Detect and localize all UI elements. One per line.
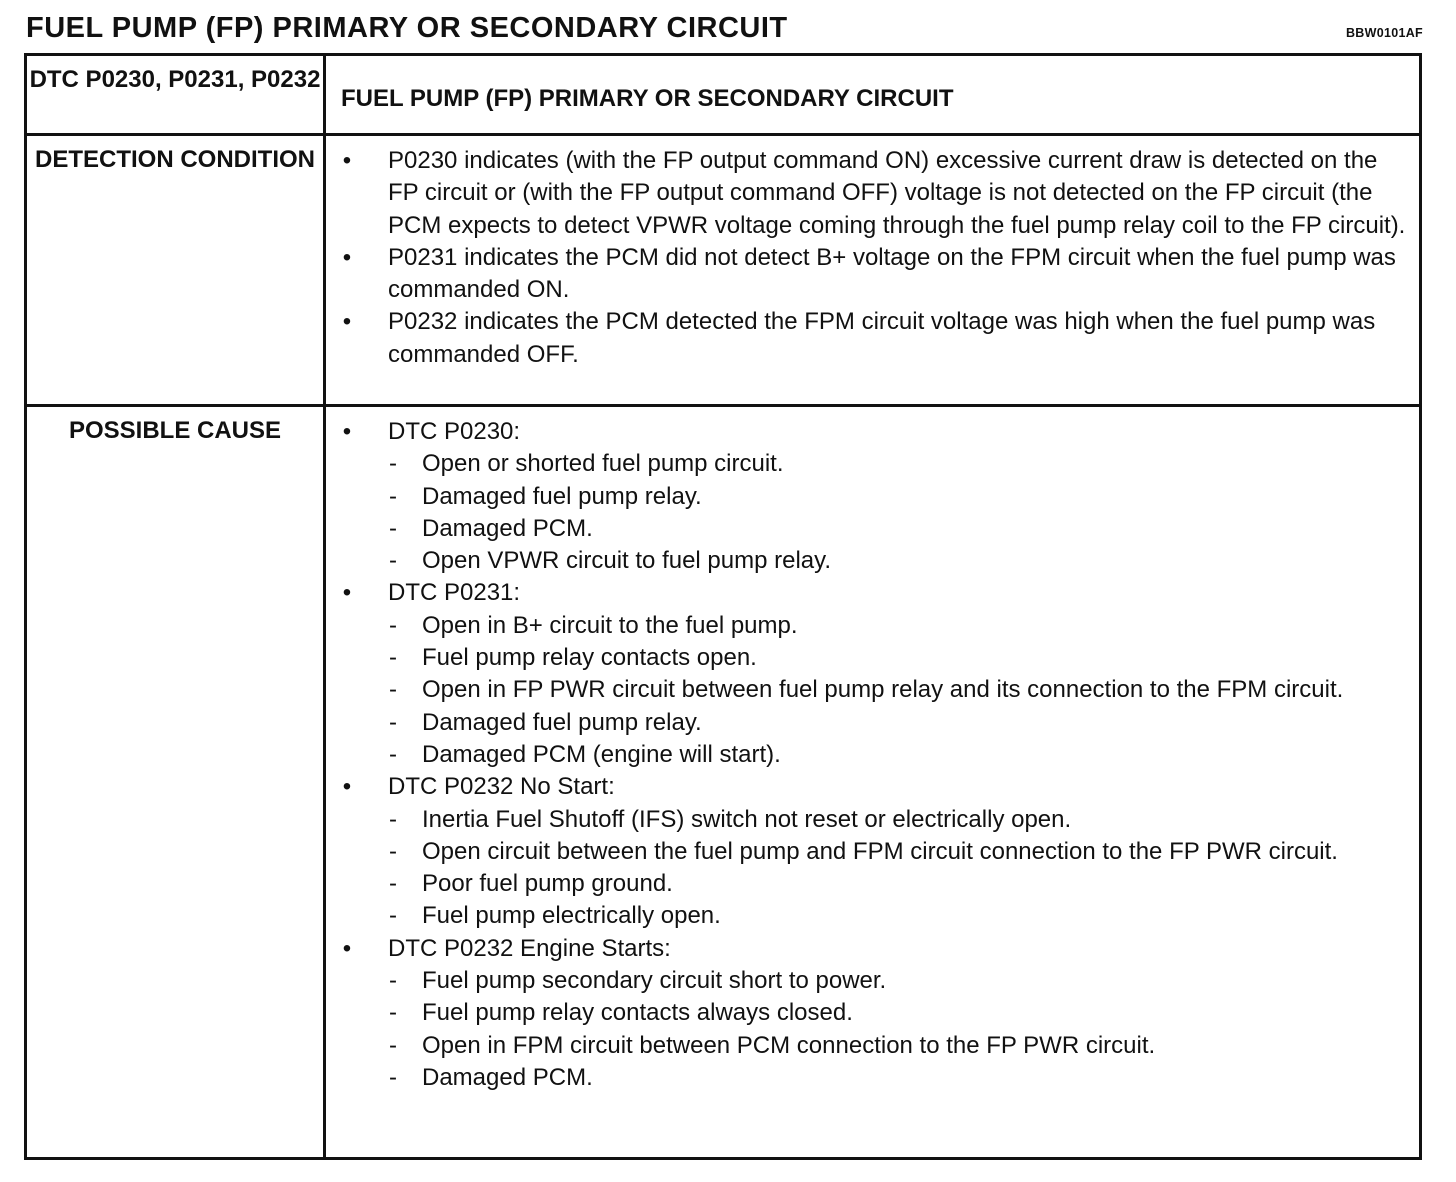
cause-sub-item: [326, 674, 1411, 706]
cause-group-heading-text: DTC P0231:: [388, 579, 521, 607]
cause-sub-item: [326, 1030, 1411, 1062]
cause-sub-item-text: Open in FP PWR circuit between fuel pump relay and its connection to the FPM circuit.: [422, 676, 1344, 704]
cause-sub-item: [326, 804, 1411, 836]
cause-group-heading: [326, 416, 1411, 448]
cause-sub-item: [326, 739, 1411, 771]
cause-sub-item: [326, 965, 1411, 997]
dash-marker: -: [389, 870, 397, 898]
detection-content-cell: [325, 135, 1421, 406]
cause-sub-item-text: Open circuit between the fuel pump and FPM circuit connection to the FP PWR circuit.: [422, 837, 1338, 865]
dash-marker: -: [389, 547, 397, 575]
cause-sub-item-text: Fuel pump electrically open.: [422, 902, 721, 930]
page-title: FUEL PUMP (FP) PRIMARY OR SECONDARY CIRCUIT: [26, 12, 788, 44]
dash-marker: -: [389, 805, 397, 833]
cause-sub-item: [326, 642, 1411, 674]
detection-condition-label: DETECTION CONDITION: [35, 146, 315, 173]
bullet-icon: •: [342, 243, 352, 271]
cause-sub-item-text: Fuel pump secondary circuit short to power.: [422, 967, 887, 995]
figure-code: BBW0101AF: [1345, 26, 1423, 40]
cause-sub-item: [326, 1062, 1411, 1094]
cause-sub-item: [326, 513, 1411, 545]
cause-sub-item: [326, 900, 1411, 932]
cause-sub-item-text: Inertia Fuel Shutoff (IFS) switch not reset or electrically open.: [422, 805, 1072, 833]
cause-sub-item: [326, 997, 1411, 1029]
bullet-icon: •: [342, 308, 352, 336]
cause-sub-item-text: Open or shorted fuel pump circuit.: [422, 450, 784, 478]
cause-sub-item: [326, 545, 1411, 577]
cause-sub-item-text: Damaged fuel pump relay.: [422, 482, 702, 510]
cause-sub-item-text: Damaged PCM.: [422, 1063, 593, 1091]
detection-bullet: [326, 306, 1411, 371]
cause-group-heading: [326, 577, 1411, 609]
cause-group-heading: [326, 771, 1411, 803]
detection-condition-row: [26, 135, 1421, 406]
bullet-icon: •: [342, 773, 352, 801]
cause-group-heading: [326, 933, 1411, 965]
cause-sub-item-text: Open in FPM circuit between PCM connection to the FP PWR circuit.: [422, 1031, 1156, 1059]
dash-marker: -: [389, 611, 397, 639]
possible-cause-list: [326, 407, 1419, 1094]
bullet-icon: •: [342, 147, 352, 174]
cause-sub-item-text: Open VPWR circuit to fuel pump relay.: [422, 547, 832, 575]
dash-marker: -: [389, 708, 397, 736]
dash-marker: -: [389, 740, 397, 768]
description-cell: [325, 55, 1421, 135]
possible-cause-row: [26, 406, 1421, 1159]
cause-sub-item-text: Poor fuel pump ground.: [422, 870, 673, 898]
dash-marker: -: [389, 837, 397, 865]
cause-group-heading-text: DTC P0230:: [388, 418, 521, 445]
cause-sub-item: [326, 868, 1411, 900]
possible-cause-label-cell: [26, 406, 325, 1159]
detection-bullet-text: P0232 indicates the PCM detected the FPM circuit voltage was high when the fuel pump was commanded OFF.: [388, 308, 1376, 368]
cause-sub-item: [326, 836, 1411, 868]
cause-group-heading-text: DTC P0232 Engine Starts:: [388, 934, 671, 962]
detection-bullet-list: [326, 136, 1419, 371]
cause-sub-item: [326, 610, 1411, 642]
bullet-icon: •: [342, 579, 352, 607]
dash-marker: -: [389, 967, 397, 995]
cause-sub-item-text: Damaged PCM (engine will start).: [422, 740, 781, 768]
cause-sub-item: [326, 448, 1411, 480]
cause-sub-item-text: Damaged PCM.: [422, 514, 593, 542]
detection-label-cell: [26, 135, 325, 406]
table-header-row: [26, 55, 1421, 135]
detection-bullet: [326, 145, 1411, 242]
detection-bullet: [326, 242, 1411, 307]
dtc-table: [24, 53, 1422, 1160]
dash-marker: -: [389, 999, 397, 1027]
dash-marker: -: [389, 482, 397, 510]
bullet-icon: •: [342, 934, 352, 962]
dash-marker: -: [389, 902, 397, 930]
dash-marker: -: [389, 450, 397, 478]
detection-bullet-text: P0231 indicates the PCM did not detect B+ voltage on the FPM circuit when the fuel pump was commanded ON.: [388, 243, 1396, 304]
cause-group-heading-text: DTC P0232 No Start:: [388, 773, 615, 801]
detection-bullet-text: P0230 indicates (with the FP output command ON) excessive current draw is detected on the FP circuit or (with the FP output command OFF) voltage is not detected on the FP circuit (the PCM expects to detect VPWR voltage coming through the fuel pump relay coil to the FP circuit).: [388, 147, 1406, 239]
dash-marker: -: [389, 1031, 397, 1059]
cause-sub-item-text: Fuel pump relay contacts open.: [422, 644, 757, 672]
dash-marker: -: [389, 676, 397, 704]
cause-sub-item-text: Open in B+ circuit to the fuel pump.: [422, 611, 798, 639]
dtc-codes: DTC P0230, P0231, P0232: [29, 66, 321, 93]
dash-marker: -: [389, 1063, 397, 1091]
cause-sub-item: [326, 707, 1411, 739]
cause-sub-item-text: Damaged fuel pump relay.: [422, 708, 702, 736]
bullet-icon: •: [342, 418, 352, 445]
dash-marker: -: [389, 644, 397, 672]
possible-cause-label: POSSIBLE CAUSE: [68, 417, 282, 444]
dtc-codes-cell: [26, 55, 325, 135]
dash-marker: -: [389, 514, 397, 542]
cause-sub-item-text: Fuel pump relay contacts always closed.: [422, 999, 853, 1027]
cause-sub-item: [326, 481, 1411, 513]
possible-cause-content-cell: [325, 406, 1421, 1159]
dtc-description: FUEL PUMP (FP) PRIMARY OR SECONDARY CIRCUIT: [341, 85, 954, 112]
